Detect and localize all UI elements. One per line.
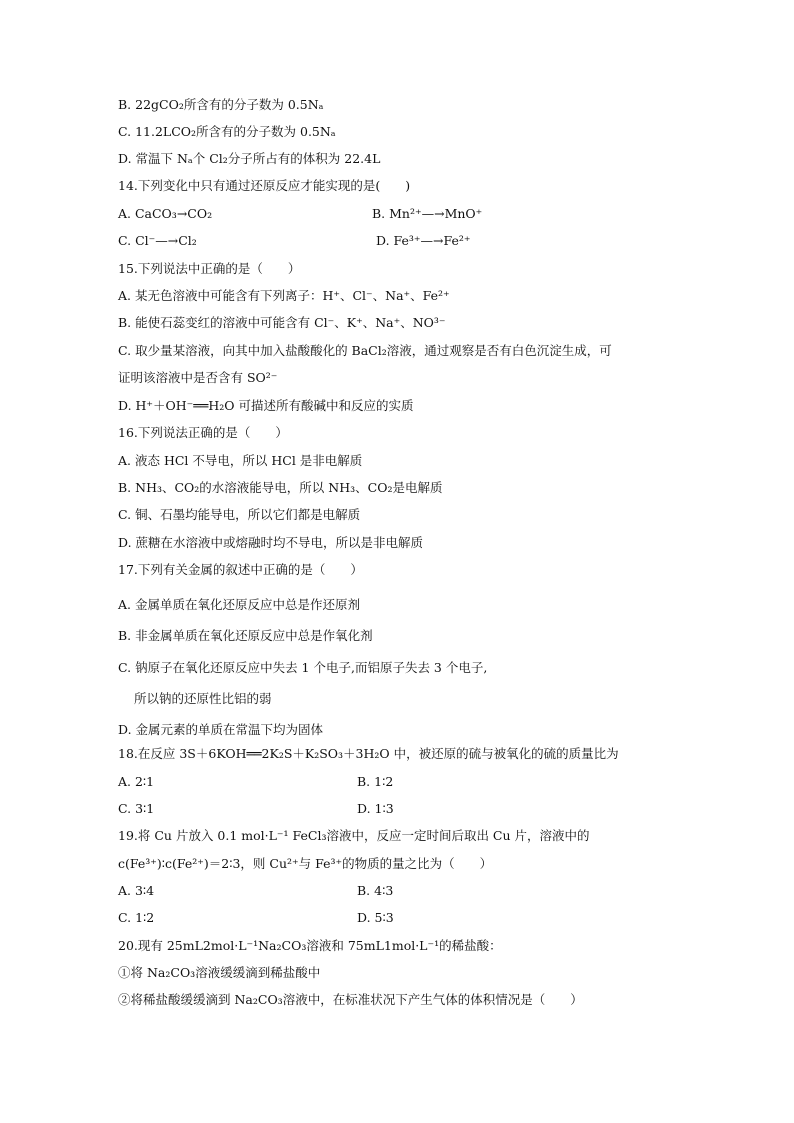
q17-option-a: A. 金属单质在氧化还原反应中总是作还原剂 (118, 597, 360, 612)
q16-option-a: A. 液态 HCl 不导电，所以 HCl 是非电解质 (118, 453, 363, 468)
q16-option-b: B. NH₃、CO₂的水溶液能导电，所以 NH₃、CO₂是电解质 (118, 480, 443, 495)
q18-option-a: A. 2∶1 (118, 774, 155, 789)
q17-option-c: C. 钠原子在氧化还原反应中失去 1 个电子,而铝原子失去 3 个电子, (118, 660, 488, 675)
q19-option-c: C. 1∶2 (118, 910, 155, 925)
q18-option-c: C. 3∶1 (118, 801, 155, 816)
q13-option-b: B. 22gCO₂所含有的分子数为 0.5Nₐ (118, 97, 324, 112)
q19-option-a: A. 3∶4 (118, 883, 155, 898)
q14-stem: 14.下列变化中只有通过还原反应才能实现的是( ) (118, 178, 411, 193)
q14-option-a: A. CaCO₃→CO₂ (118, 206, 213, 221)
q15-option-b: B. 能使石蕊变红的溶液中可能含有 Cl⁻、K⁺、Na⁺、NO³⁻ (118, 315, 446, 330)
q14-option-c: C. Cl⁻—→Cl₂ (118, 233, 197, 248)
q19-option-d: D. 5∶3 (357, 910, 394, 925)
q15-stem: 15.下列说法中正确的是（ ） (118, 261, 301, 276)
q18-stem: 18.在反应 3S＋6KOH══2K₂S＋K₂SO₃＋3H₂O 中，被还原的硫与被氧化的硫的质量比为 (118, 746, 619, 761)
q17-option-d: D. 金属元素的单质在常温下均为固体 (118, 722, 324, 737)
q16-option-d: D. 蔗糖在水溶液中或熔融时均不导电，所以是非电解质 (118, 535, 424, 550)
q16-stem: 16.下列说法正确的是（ ） (118, 425, 288, 440)
q18-option-d: D. 1∶3 (357, 801, 394, 816)
q17-option-b: B. 非金属单质在氧化还原反应中总是作氧化剂 (118, 628, 373, 643)
q14-option-b: B. Mn²⁺—→MnO⁺ (372, 206, 483, 221)
q15-option-c-cont: 证明该溶液中是否含有 SO²⁻ (118, 370, 278, 385)
q15-option-c: C. 取少量某溶液，向其中加入盐酸酸化的 BaCl₂溶液，通过观察是否有白色沉淀生成，可 (118, 343, 612, 358)
q16-option-c: C. 铜、石墨均能导电，所以它们都是电解质 (118, 507, 361, 522)
q20-stem: 20.现有 25mL2mol·L⁻¹Na₂CO₃溶液和 75mL1mol·L⁻¹的稀盐酸： (118, 938, 502, 953)
q13-option-d: D. 常温下 Nₐ个 Cl₂分子所占有的体积为 22.4L (118, 151, 381, 166)
q14-option-d: D. Fe³⁺—→Fe²⁺ (376, 233, 471, 248)
q19-option-b: B. 4∶3 (357, 883, 394, 898)
q15-option-a: A. 某无色溶液中可能含有下列离子：H⁺、Cl⁻、Na⁺、Fe²⁺ (118, 288, 450, 303)
q19-stem-cont: c(Fe³⁺)∶c(Fe²⁺)＝2∶3，则 Cu²⁺与 Fe³⁺的物质的量之比为（ ） (118, 856, 493, 871)
q17-option-c-cont: 所以钠的还原性比铝的弱 (134, 691, 272, 706)
q13-option-c: C. 11.2LCO₂所含有的分子数为 0.5Nₐ (118, 124, 336, 139)
q15-option-d: D. H⁺＋OH⁻══H₂O 可描述所有酸碱中和反应的实质 (118, 398, 414, 413)
q20-item-2: ②将稀盐酸缓缓滴到 Na₂CO₃溶液中，在标准状况下产生气体的体积情况是（ ） (118, 992, 583, 1007)
q18-option-b: B. 1∶2 (357, 774, 394, 789)
q19-stem: 19.将 Cu 片放入 0.1 mol·L⁻¹ FeCl₃溶液中，反应一定时间后取出 Cu 片，溶液中的 (118, 828, 590, 843)
q17-stem: 17.下列有关金属的叙述中正确的是（ ） (118, 562, 363, 577)
q20-item-1: ①将 Na₂CO₃溶液缓缓滴到稀盐酸中 (118, 965, 321, 980)
